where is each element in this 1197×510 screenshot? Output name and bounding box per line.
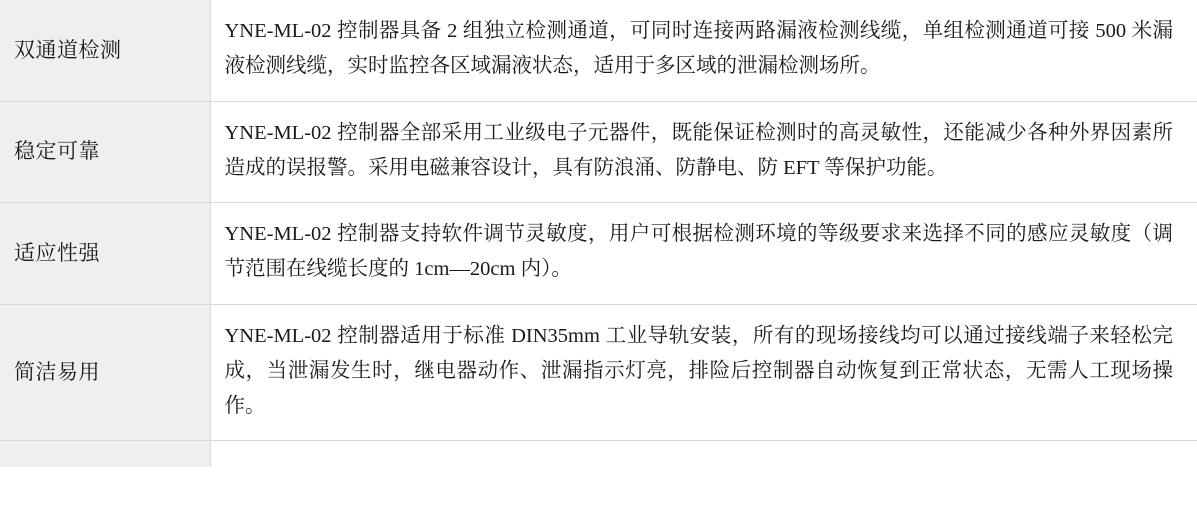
table-row <box>0 0 1197 101</box>
feature-description <box>210 203 1197 305</box>
feature-description <box>210 0 1197 101</box>
feature-description-text: YNE-ML-02 控制器适用于标准 DIN35mm 工业导轨安装，所有的现场接线均可以通过接线端子来轻松完成，当泄漏发生时，继电器动作、泄漏指示灯亮，排险后控制器自动恢复到正常状态，无需人工现场操作。 <box>224 324 1173 417</box>
feature-label: 双通道检测 <box>0 0 210 101</box>
feature-label: 适应性强 <box>0 203 210 305</box>
feature-description-text: YNE-ML-02 控制器全部采用工业级电子元器件，既能保证检测时的高灵敏性，还能减少各种外界因素所造成的误报警。采用电磁兼容设计，具有防浪涌、防静电、防 EFT 等保护功能。 <box>224 121 1173 179</box>
feature-label: 稳定可靠 <box>0 101 210 203</box>
feature-description <box>210 304 1197 441</box>
table-row <box>0 203 1197 305</box>
table-row <box>0 101 1197 203</box>
feature-description <box>210 101 1197 203</box>
feature-description-text: YNE-ML-02 控制器支持软件调节灵敏度，用户可根据检测环境的等级要求来选择不同的感应灵敏度（调节范围在线缆长度的 1cm—20cm 内）。 <box>224 223 1173 281</box>
table-row <box>0 304 1197 441</box>
table-bottom-edge-label-cell <box>0 441 210 468</box>
feature-label: 简洁易用 <box>0 304 210 441</box>
table-bottom-edge <box>0 441 1197 468</box>
feature-description-text: YNE-ML-02 控制器具备 2 组独立检测通道，可同时连接两路漏液检测线缆，单组检测通道可接 500 米漏液检测线缆，实时监控各区域漏液状态，适用于多区域的泄漏检测场所。 <box>224 20 1173 78</box>
table-bottom-edge-desc-cell <box>210 441 1197 468</box>
